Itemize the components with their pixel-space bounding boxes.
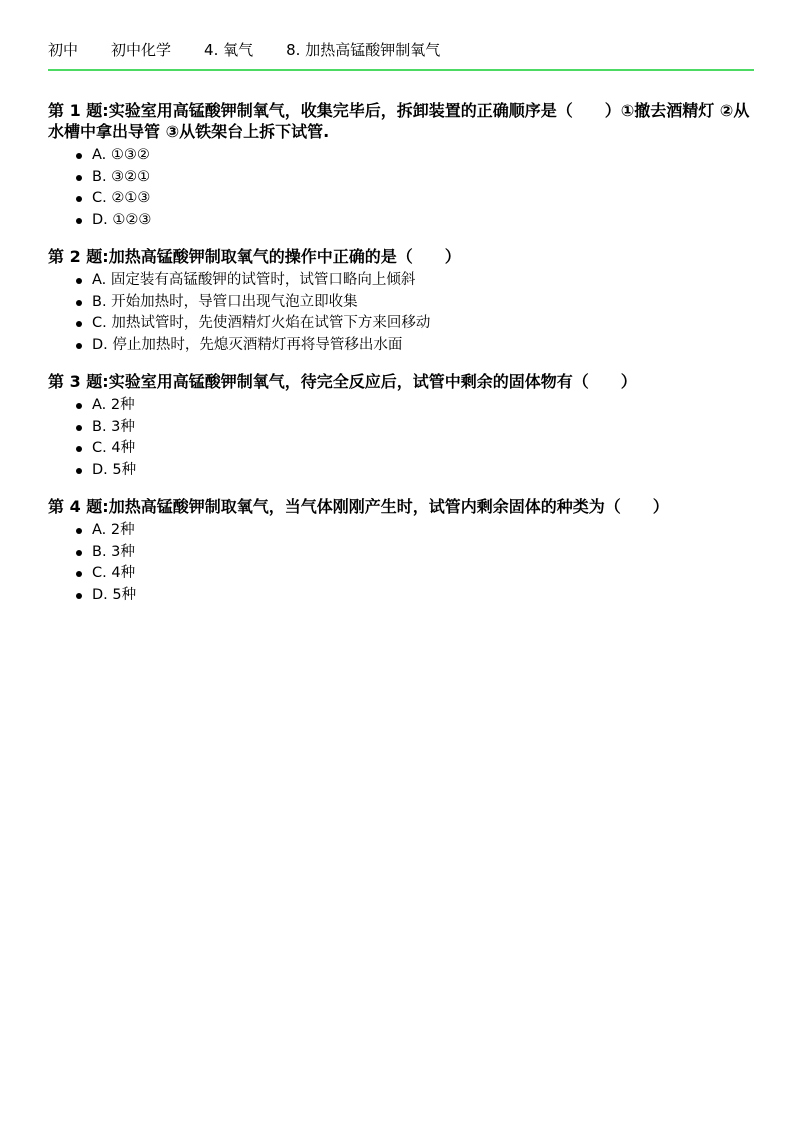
question-title [48, 246, 754, 267]
option-d[interactable]: D. 5种 [76, 460, 754, 482]
option-b[interactable]: B. 3种 [76, 417, 754, 439]
breadcrumb [48, 40, 473, 60]
option-d[interactable]: D. 5种 [76, 585, 754, 607]
question-1 [48, 100, 754, 231]
option-d[interactable]: D. ①②③ [76, 210, 754, 232]
question-4 [48, 496, 754, 606]
question-number: 第 1 题: [48, 101, 109, 120]
breadcrumb-subject[interactable]: 初中化学 [111, 41, 172, 59]
breadcrumb-level[interactable]: 初中 [48, 41, 79, 59]
question-number: 第 2 题: [48, 247, 109, 266]
question-text: 实验室用高锰酸钾制氧气，待完全反应后，试管中剩余的固体物有（ ） [108, 372, 637, 391]
option-a[interactable]: A. 2种 [76, 395, 754, 417]
header-divider [48, 69, 754, 71]
option-d[interactable]: D. 停止加热时，先熄灭酒精灯再将导管移出水面 [76, 335, 754, 357]
breadcrumb-chapter[interactable]: 4. 氧气 [204, 41, 254, 59]
option-b[interactable]: B. 开始加热时，导管口出现气泡立即收集 [76, 292, 754, 314]
question-3 [48, 371, 754, 481]
option-list [48, 395, 754, 481]
option-c[interactable]: C. 4种 [76, 563, 754, 585]
question-text: 加热高锰酸钾制取氧气的操作中正确的是（ ） [108, 247, 461, 266]
option-a[interactable]: A. ①③② [76, 145, 754, 167]
option-c[interactable]: C. ②①③ [76, 188, 754, 210]
question-list [48, 100, 754, 621]
option-list [48, 270, 754, 356]
option-list [48, 520, 754, 606]
option-c[interactable]: C. 4种 [76, 438, 754, 460]
question-text: 实验室用高锰酸钾制氧气，收集完毕后，拆卸装置的正确顺序是（ ）①撤去酒精灯 ②从水槽中拿出导管 ③从铁架台上拆下试管. [48, 101, 750, 141]
option-a[interactable]: A. 2种 [76, 520, 754, 542]
option-c[interactable]: C. 加热试管时，先使酒精灯火焰在试管下方来回移动 [76, 313, 754, 335]
option-list [48, 145, 754, 231]
option-b[interactable]: B. ③②① [76, 167, 754, 189]
breadcrumb-topic[interactable]: 8. 加热高锰酸钾制氧气 [286, 41, 441, 59]
question-number: 第 4 题: [48, 497, 109, 516]
question-title [48, 496, 754, 517]
question-2 [48, 246, 754, 356]
option-a[interactable]: A. 固定装有高锰酸钾的试管时，试管口略向上倾斜 [76, 270, 754, 292]
question-number: 第 3 题: [48, 372, 109, 391]
question-title [48, 371, 754, 392]
question-title [48, 100, 754, 142]
question-text: 加热高锰酸钾制取氧气，当气体刚刚产生时，试管内剩余固体的种类为（ ） [108, 497, 669, 516]
option-b[interactable]: B. 3种 [76, 542, 754, 564]
